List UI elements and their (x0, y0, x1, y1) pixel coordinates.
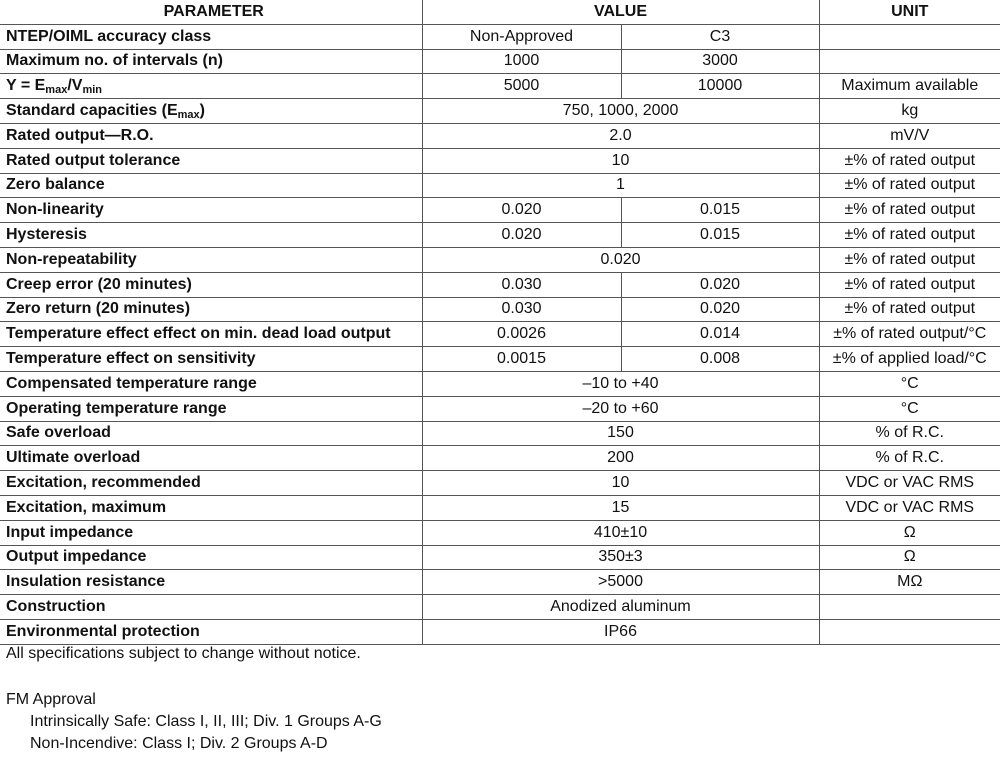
param-label: Ultimate overload (0, 446, 422, 471)
unit-cell: ±% of rated output (819, 223, 1000, 248)
value-cell: 0.0026 (422, 322, 621, 347)
fm-approval-title: FM Approval (6, 691, 96, 708)
unit-cell: ±% of rated output (819, 272, 1000, 297)
value-cell: >5000 (422, 570, 819, 595)
row-temp-effect-sensitivity (0, 347, 1000, 372)
row-environmental-protection (0, 619, 1000, 644)
value-cell: C3 (621, 24, 819, 49)
unit-cell: kg (819, 99, 1000, 124)
value-cell: 410±10 (422, 520, 819, 545)
fm-approval-line: Non-Incendive: Class I; Div. 2 Groups A-D (30, 735, 328, 752)
param-label: Environmental protection (0, 619, 422, 644)
value-cell: 0.020 (621, 272, 819, 297)
param-label: Hysteresis (0, 223, 422, 248)
disclaimer-text: All specifications subject to change without notice. (6, 645, 361, 662)
unit-cell (819, 24, 1000, 49)
value-cell: 150 (422, 421, 819, 446)
value-cell: 0.015 (621, 223, 819, 248)
value-cell: 0.008 (621, 347, 819, 372)
param-subscript: max (177, 109, 200, 122)
value-cell: Non-Approved (422, 24, 621, 49)
row-output-impedance (0, 545, 1000, 570)
unit-cell: ±% of rated output (819, 247, 1000, 272)
row-accuracy-class (0, 24, 1000, 49)
param-label: Rated output tolerance (0, 148, 422, 173)
value-cell: 1000 (422, 49, 621, 74)
value-cell: 5000 (422, 74, 621, 99)
unit-cell (819, 49, 1000, 74)
unit-cell: MΩ (819, 570, 1000, 595)
param-subscript: min (82, 84, 103, 97)
row-non-repeatability (0, 247, 1000, 272)
unit-cell: ±% of applied load/°C (819, 347, 1000, 372)
value-cell: 0.0015 (422, 347, 621, 372)
value-cell: –20 to +60 (422, 396, 819, 421)
param-label: Operating temperature range (0, 396, 422, 421)
param-label: Maximum no. of intervals (n) (0, 49, 422, 74)
param-text: /V (67, 77, 83, 95)
param-subscript: max (45, 84, 68, 97)
header-parameter: PARAMETER (0, 0, 422, 24)
notes-section (6, 643, 382, 755)
param-label: Zero balance (0, 173, 422, 198)
row-construction (0, 595, 1000, 620)
header-row (0, 0, 1000, 24)
unit-cell: mV/V (819, 123, 1000, 148)
row-operating-temp-range (0, 396, 1000, 421)
row-hysteresis (0, 223, 1000, 248)
param-label: Non-repeatability (0, 247, 422, 272)
value-cell: 0.020 (422, 247, 819, 272)
unit-cell: Ω (819, 520, 1000, 545)
param-label (0, 99, 422, 124)
row-ultimate-overload (0, 446, 1000, 471)
param-label: Rated output—R.O. (0, 123, 422, 148)
param-label: Excitation, recommended (0, 471, 422, 496)
unit-cell: Ω (819, 545, 1000, 570)
row-creep-error (0, 272, 1000, 297)
row-zero-return (0, 297, 1000, 322)
param-label: Insulation resistance (0, 570, 422, 595)
param-label: Temperature effect effect on min. dead load output (0, 322, 422, 347)
unit-cell: ±% of rated output (819, 198, 1000, 223)
value-cell: 0.020 (422, 198, 621, 223)
param-label: Safe overload (0, 421, 422, 446)
row-rated-output-tolerance (0, 148, 1000, 173)
param-label: Temperature effect on sensitivity (0, 347, 422, 372)
value-cell: 10000 (621, 74, 819, 99)
row-zero-balance (0, 173, 1000, 198)
value-cell: 10 (422, 471, 819, 496)
unit-cell: ±% of rated output (819, 173, 1000, 198)
unit-cell: °C (819, 371, 1000, 396)
fm-approval-line: Intrinsically Safe: Class I, II, III; Div. 1 Groups A-G (30, 713, 382, 730)
unit-cell: ±% of rated output/°C (819, 322, 1000, 347)
row-excitation-recommended (0, 471, 1000, 496)
unit-cell (819, 595, 1000, 620)
value-cell: 200 (422, 446, 819, 471)
unit-cell: °C (819, 396, 1000, 421)
value-cell: 15 (422, 495, 819, 520)
unit-cell (819, 619, 1000, 644)
unit-cell: Maximum available (819, 74, 1000, 99)
value-cell: 3000 (621, 49, 819, 74)
param-label: Input impedance (0, 520, 422, 545)
param-text: Standard capacities (E (6, 102, 178, 120)
param-label (0, 74, 422, 99)
param-label: Compensated temperature range (0, 371, 422, 396)
param-label: Creep error (20 minutes) (0, 272, 422, 297)
row-y-ratio (0, 74, 1000, 99)
unit-cell: VDC or VAC RMS (819, 495, 1000, 520)
row-input-impedance (0, 520, 1000, 545)
row-safe-overload (0, 421, 1000, 446)
value-cell: Anodized aluminum (422, 595, 819, 620)
unit-cell: ±% of rated output (819, 148, 1000, 173)
value-cell: 0.030 (422, 272, 621, 297)
value-cell: –10 to +40 (422, 371, 819, 396)
value-cell: 2.0 (422, 123, 819, 148)
param-label: Output impedance (0, 545, 422, 570)
row-max-intervals (0, 49, 1000, 74)
param-text: ) (199, 102, 205, 120)
header-unit: UNIT (819, 0, 1000, 24)
unit-cell: % of R.C. (819, 421, 1000, 446)
param-label: Construction (0, 595, 422, 620)
param-label: NTEP/OIML accuracy class (0, 24, 422, 49)
header-value: VALUE (422, 0, 819, 24)
value-cell: 0.030 (422, 297, 621, 322)
value-cell: 0.014 (621, 322, 819, 347)
value-cell: 350±3 (422, 545, 819, 570)
value-cell: 750, 1000, 2000 (422, 99, 819, 124)
param-label: Zero return (20 minutes) (0, 297, 422, 322)
row-temp-effect-dead-load (0, 322, 1000, 347)
row-excitation-maximum (0, 495, 1000, 520)
unit-cell: % of R.C. (819, 446, 1000, 471)
row-non-linearity (0, 198, 1000, 223)
value-cell: 10 (422, 148, 819, 173)
param-label: Excitation, maximum (0, 495, 422, 520)
row-insulation-resistance (0, 570, 1000, 595)
unit-cell: ±% of rated output (819, 297, 1000, 322)
row-rated-output (0, 123, 1000, 148)
value-cell: 0.015 (621, 198, 819, 223)
param-label: Non-linearity (0, 198, 422, 223)
value-cell: IP66 (422, 619, 819, 644)
value-cell: 0.020 (621, 297, 819, 322)
unit-cell: VDC or VAC RMS (819, 471, 1000, 496)
row-compensated-temp-range (0, 371, 1000, 396)
param-text: Y = E (6, 77, 46, 95)
row-std-capacities (0, 99, 1000, 124)
value-cell: 1 (422, 173, 819, 198)
value-cell: 0.020 (422, 223, 621, 248)
